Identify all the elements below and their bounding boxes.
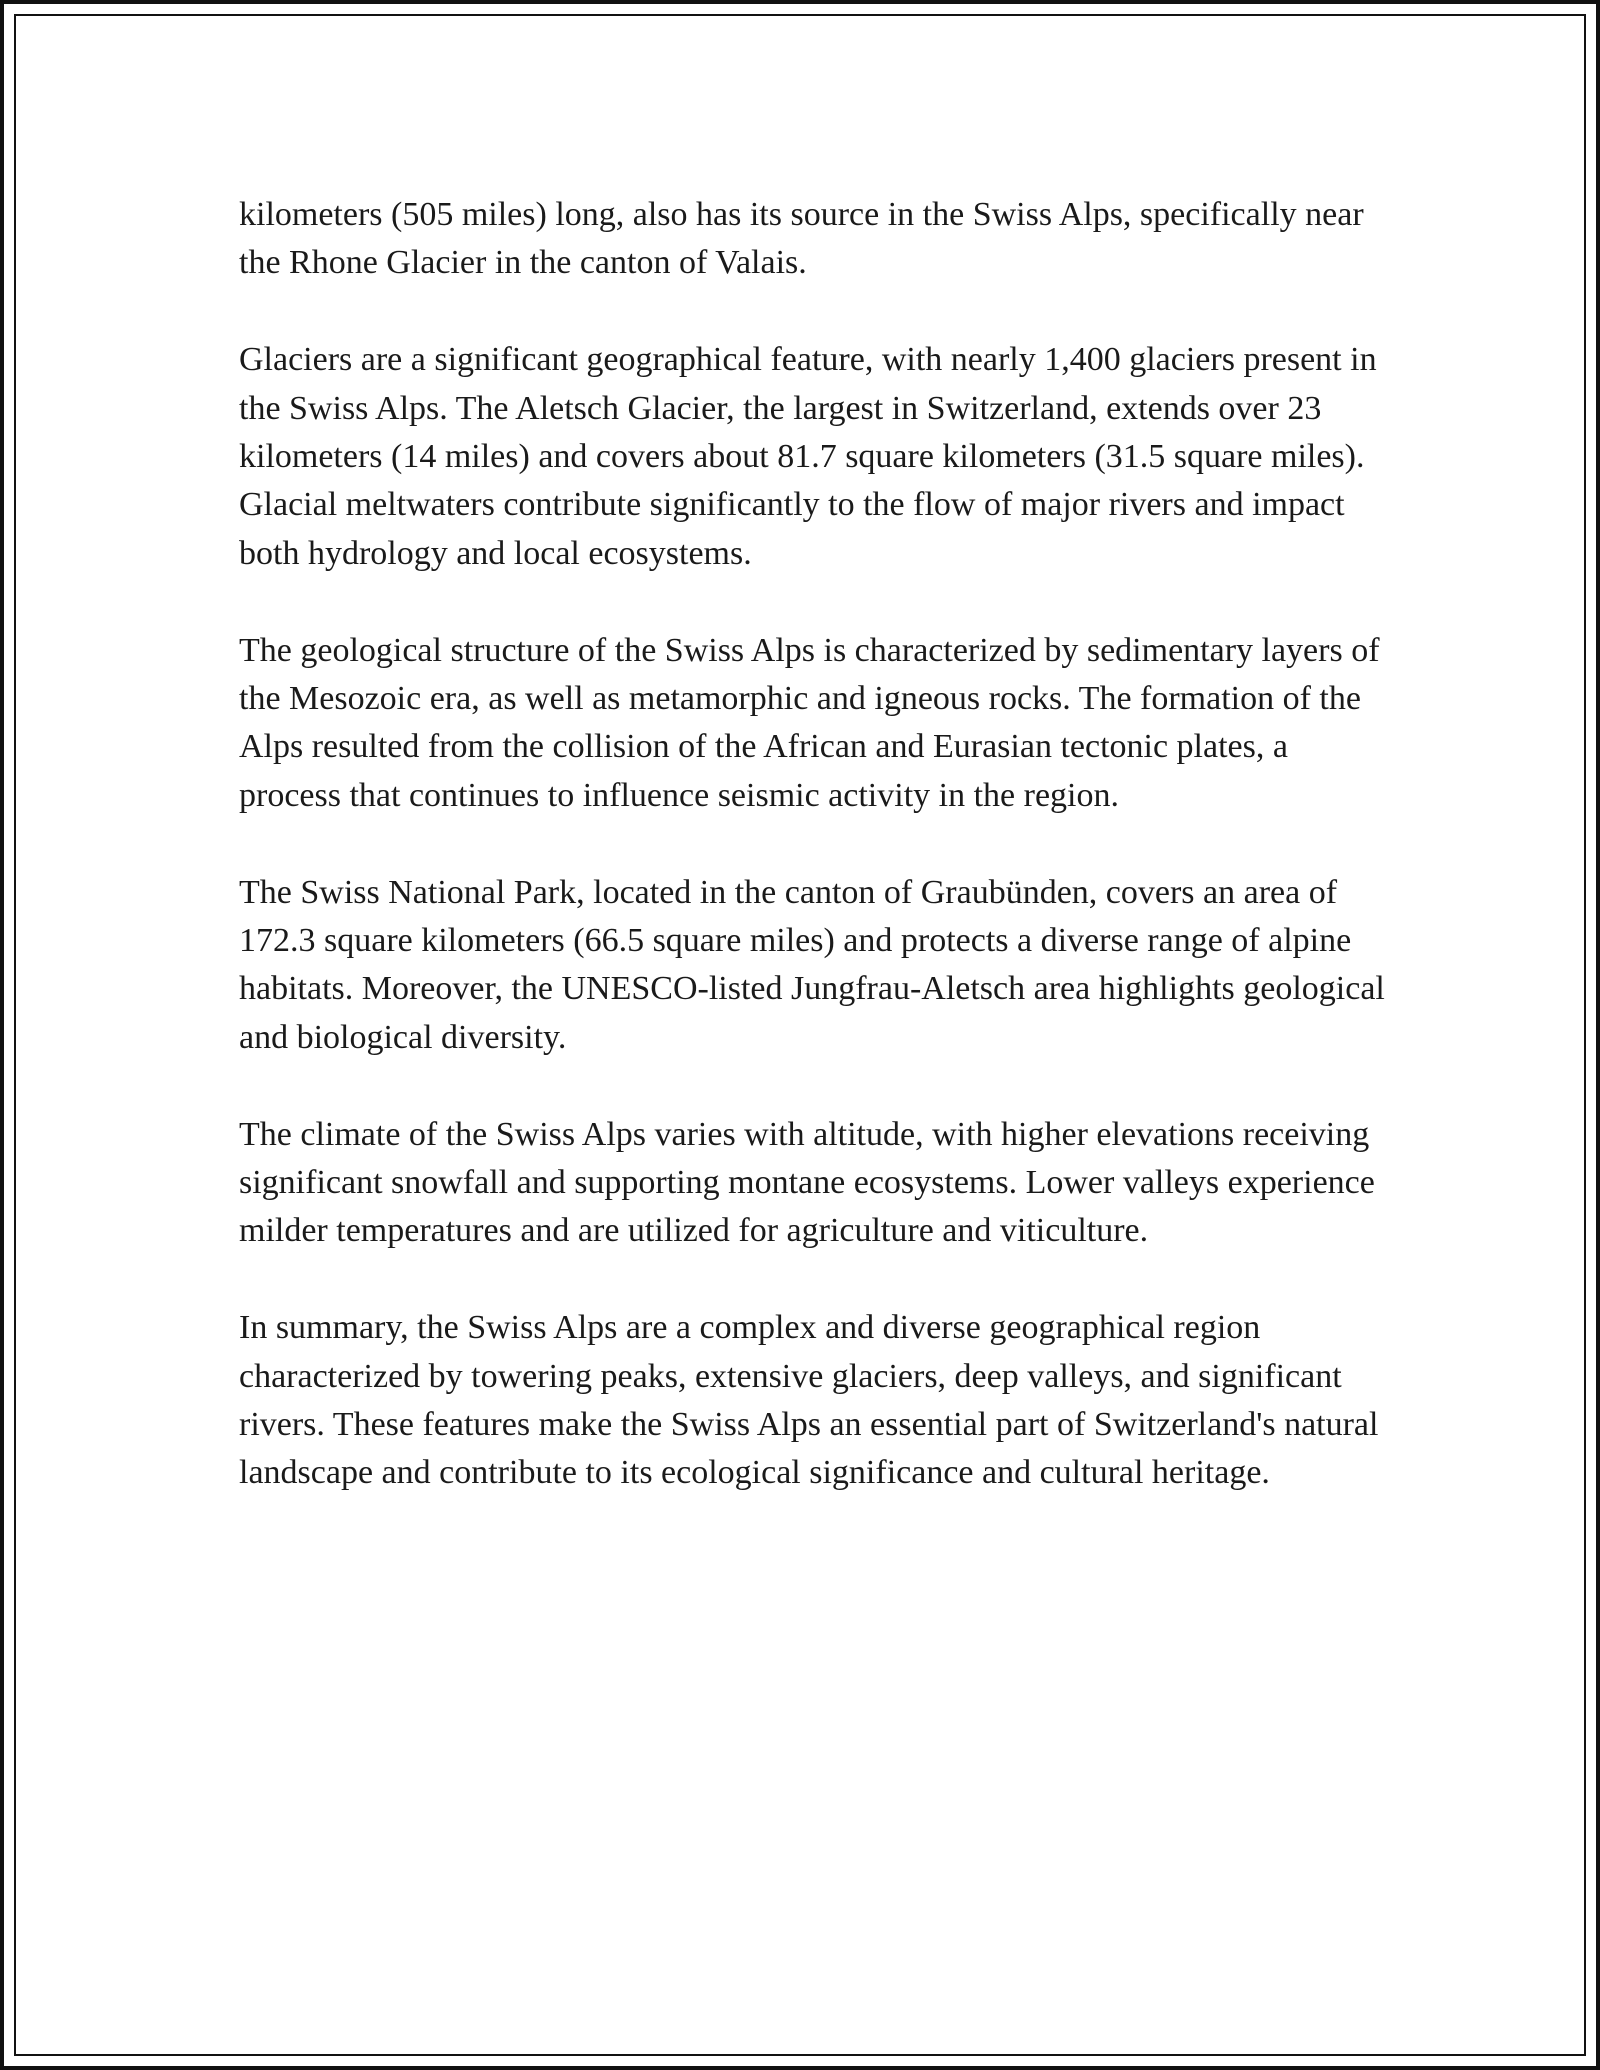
document-body: [239, 191, 1389, 1498]
paragraph-rhone-source: kilometers (505 miles) long, also has its source in the Swiss Alps, specifically near the Rhone Glacier in the canton of Valais.: [239, 196, 1364, 282]
paragraph-geology: The geological structure of the Swiss Alps is characterized by sedimentary layers of the Mesozoic era, as well as metamorphic and igneous rocks. The formation of the Alps resulted from the collision of the African and Eurasian tectonic plates, a process that continues to influence seismic activity in the region.: [239, 631, 1380, 814]
paragraph-glaciers: Glaciers are a significant geographical feature, with nearly 1,400 glaciers present in the Swiss Alps. The Aletsch Glacier, the largest in Switzerland, extends over 23 kilometers (14 miles) and covers about 81.7 square kilometers (31.5 square miles). Glacial meltwaters contribute significantly to the flow of major rivers and impact both hydrology and local ecosystems.: [239, 341, 1377, 572]
paragraph-national-park: The Swiss National Park, located in the canton of Graubünden, covers an area of 172.3 square kilometers (66.5 square miles) and protects a diverse range of alpine habitats. Moreover, the UNESCO-listed Jungfrau-Aletsch area highlights geological and biological diversity.: [239, 873, 1385, 1056]
paragraph-climate: The climate of the Swiss Alps varies with altitude, with higher elevations receiving significant snowfall and supporting montane ecosystems. Lower valleys experience milder temperatures and are utilized for agriculture and viticulture.: [239, 1115, 1375, 1250]
paragraph-summary: In summary, the Swiss Alps are a complex and diverse geographical region characterized by towering peaks, extensive glaciers, deep valleys, and significant rivers. These features make the Swiss Alps an essential part of Switzerland's natural landscape and contribute to its ecological significance and cultural heritage.: [239, 1309, 1379, 1492]
